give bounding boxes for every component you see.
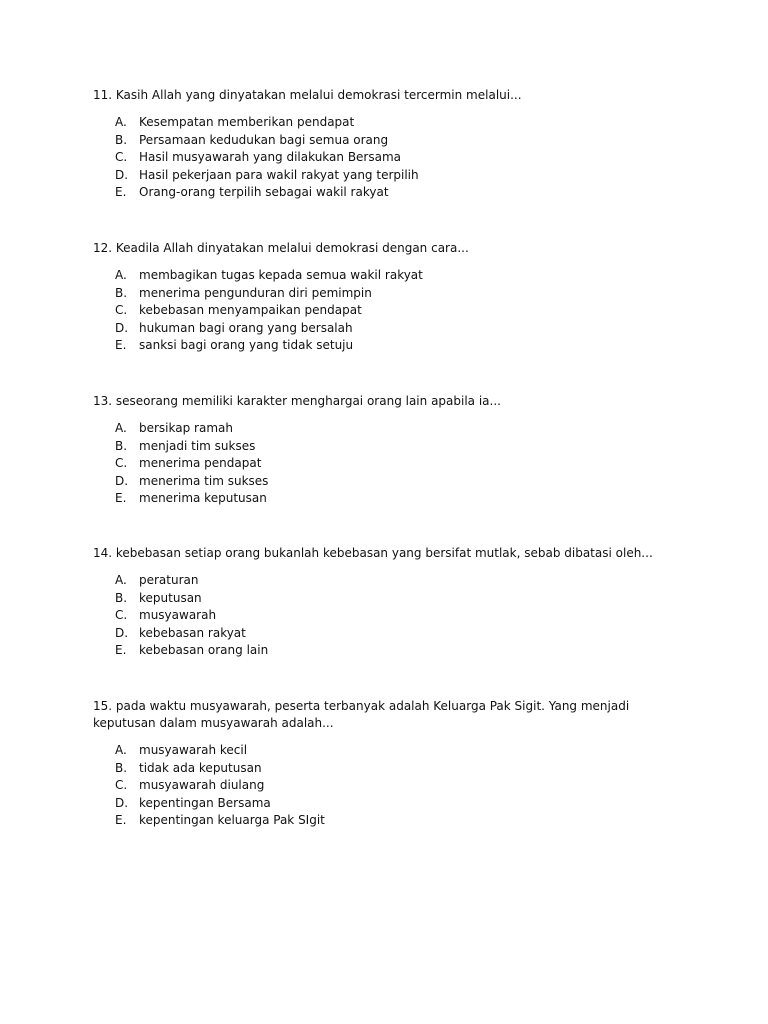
option-text: sanksi bagi orang yang tidak setuju [139,338,354,353]
option-list [93,267,683,355]
option-text: keputusan [139,590,202,605]
option-letter: C. [115,150,128,165]
option-letter: C. [115,456,128,471]
option-text: musyawarah [139,608,217,623]
question-11 [93,87,683,202]
option-letter: E. [115,338,127,353]
option-list [93,420,683,508]
option-a [93,114,683,132]
option-c [93,607,683,625]
option-letter: B. [115,285,128,300]
option-e [93,490,683,508]
option-d [93,167,683,185]
option-d [93,625,683,643]
option-list [93,742,683,830]
option-text: kebebasan menyampaikan pendapat [139,303,362,318]
option-letter: D. [115,320,129,335]
option-d [93,320,683,338]
question-text: 12. Keadila Allah dinyatakan melalui demokrasi dengan cara... [93,241,469,255]
option-c [93,149,683,167]
option-text: bersikap ramah [139,421,233,435]
option-text: kepentingan Bersama [139,795,271,810]
option-letter: D. [115,625,129,640]
option-a [93,420,683,438]
option-d [93,473,683,491]
option-c [93,455,683,473]
option-letter: D. [115,795,129,810]
option-letter: C. [115,778,128,793]
option-text: Kesempatan memberikan pendapat [139,115,355,129]
option-b [93,285,683,303]
option-list [93,572,683,660]
option-e [93,812,683,830]
option-letter: A. [115,115,127,129]
option-letter: A. [115,743,127,757]
option-letter: B. [115,760,128,775]
question-15 [93,698,683,830]
option-c [93,777,683,795]
option-letter: D. [115,167,129,182]
option-text: menerima keputusan [139,491,267,506]
option-b [93,438,683,456]
question-text: 11. Kasih Allah yang dinyatakan melalui demokrasi tercermin melalui... [93,88,522,102]
question-14 [93,545,683,660]
option-letter: C. [115,303,128,318]
option-text: menerima pengunduran diri pemimpin [139,285,372,300]
option-text: Orang-orang terpilih sebagai wakil rakyat [139,185,389,200]
option-a [93,267,683,285]
option-text: Hasil musyawarah yang dilakukan Bersama [139,150,402,165]
option-a [93,742,683,760]
option-text: menerima pendapat [139,456,262,471]
option-letter: B. [115,590,128,605]
option-list [93,114,683,202]
option-text: Hasil pekerjaan para wakil rakyat yang terpilih [139,167,419,182]
option-letter: B. [115,438,128,453]
question-text: 14. kebebasan setiap orang bukanlah kebebasan yang bersifat mutlak, sebab dibatasi oleh... [93,546,653,560]
question-13 [93,393,683,508]
option-b [93,760,683,778]
option-text: hukuman bagi orang yang bersalah [139,320,353,335]
question-text: 13. seseorang memiliki karakter menghargai orang lain apabila ia... [93,394,501,408]
option-text: Persamaan kedudukan bagi semua orang [139,132,389,147]
option-letter: B. [115,132,128,147]
option-text: menjadi tim sukses [139,438,256,453]
option-b [93,590,683,608]
option-text: kepentingan keluarga Pak SIgit [139,813,325,828]
option-e [93,337,683,355]
option-letter: C. [115,608,128,623]
option-letter: A. [115,421,127,435]
question-text: 15. pada waktu musyawarah, peserta terbanyak adalah Keluarga Pak Sigit. Yang menjadi keputusan dalam musyawarah adalah... [93,699,633,730]
option-d [93,795,683,813]
option-text: kebebasan orang lain [139,643,269,658]
option-letter: E. [115,491,127,506]
option-text: tidak ada keputusan [139,760,262,775]
option-e [93,642,683,660]
option-text: membagikan tugas kepada semua wakil rakyat [139,268,423,282]
option-letter: A. [115,268,127,282]
option-letter: E. [115,185,127,200]
option-letter: E. [115,643,127,658]
option-text: menerima tim sukses [139,473,269,488]
option-letter: D. [115,473,129,488]
option-text: peraturan [139,573,199,587]
option-text: musyawarah diulang [139,778,265,793]
option-e [93,184,683,202]
question-12 [93,240,683,355]
option-text: musyawarah kecil [139,743,248,757]
option-text: kebebasan rakyat [139,625,246,640]
option-b [93,132,683,150]
option-letter: A. [115,573,127,587]
option-c [93,302,683,320]
option-letter: E. [115,813,127,828]
option-a [93,572,683,590]
